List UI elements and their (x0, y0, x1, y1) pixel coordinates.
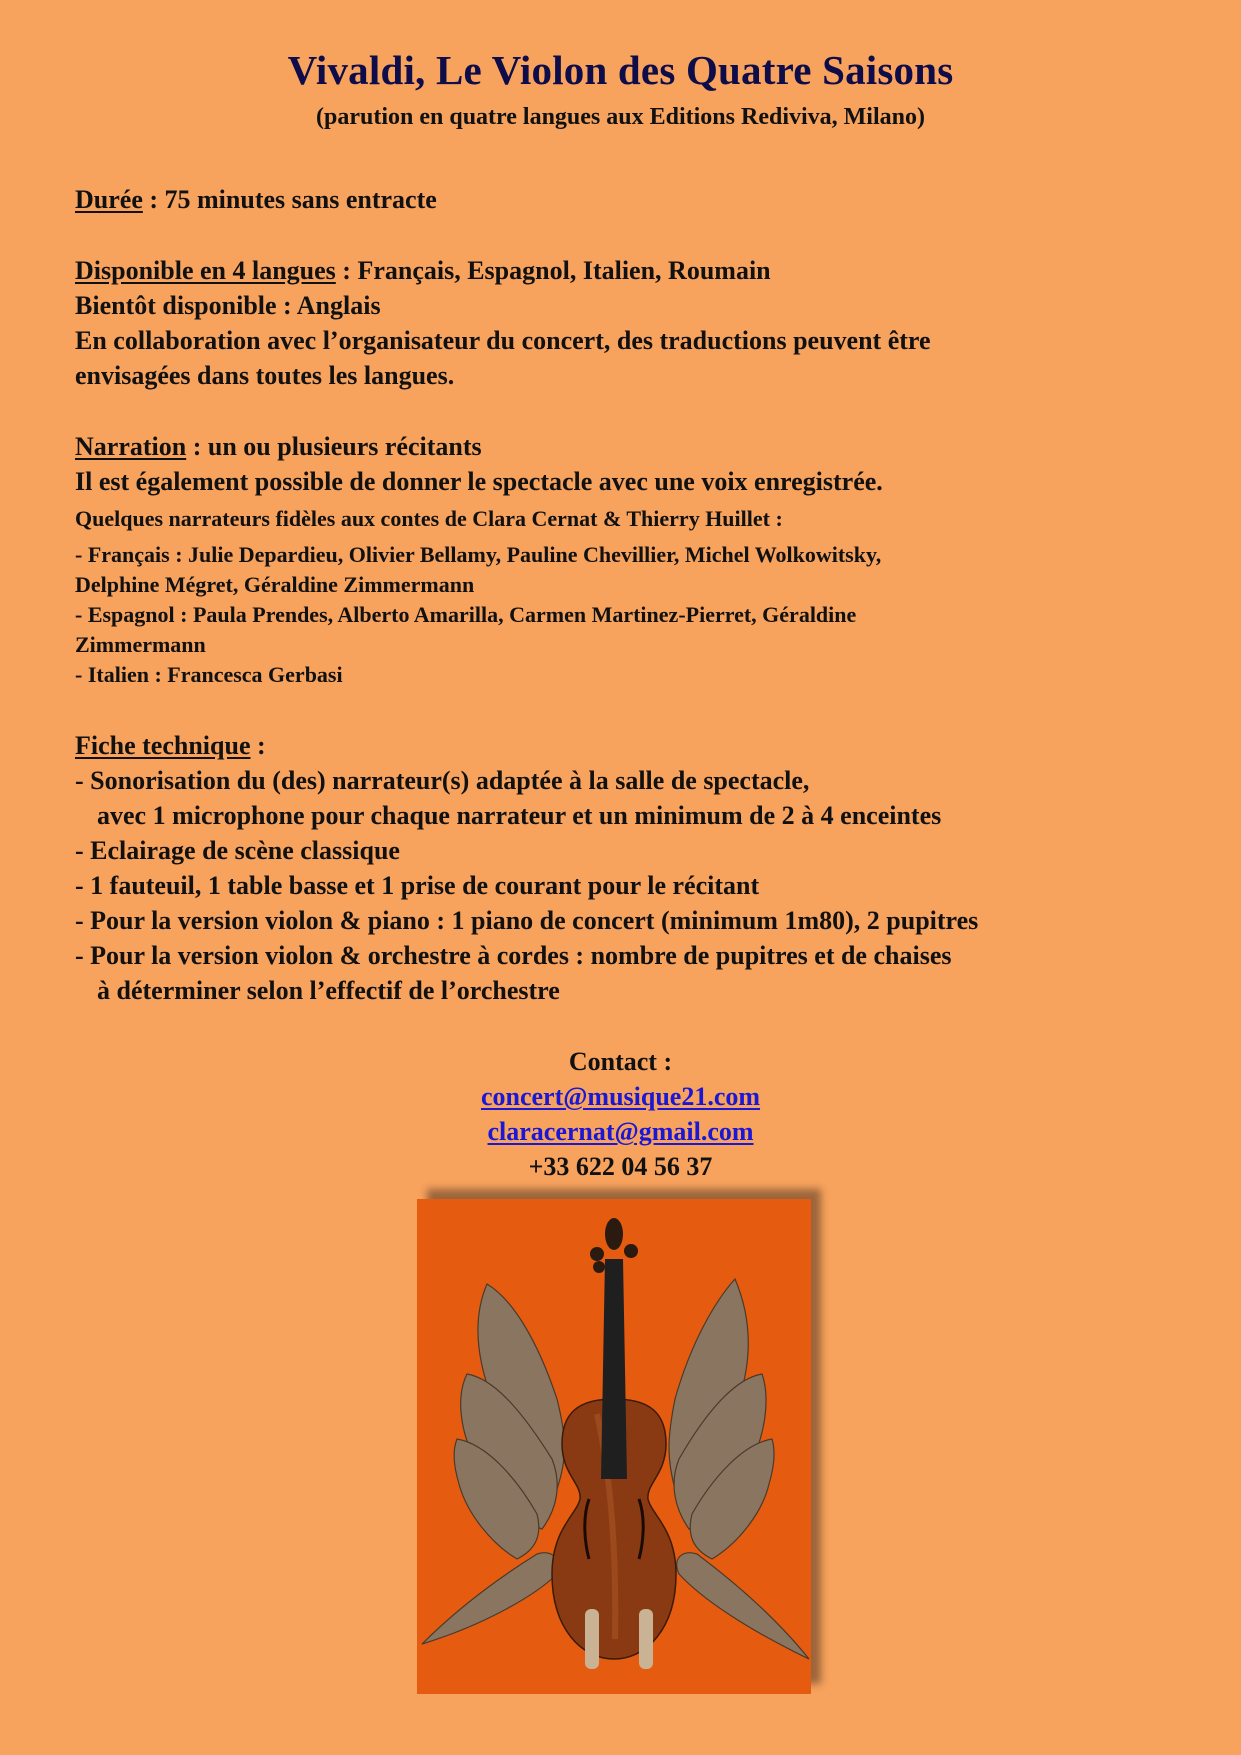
fiche-item-5: - Pour la version violon & orchestre à cordes : nombre de pupitres et de chaises (75, 941, 952, 970)
violin-photo (417, 1199, 811, 1694)
langues-line-3: envisagées dans toutes les langues. (75, 361, 455, 390)
page-title: Vivaldi, Le Violon des Quatre Saisons (287, 47, 954, 93)
fiche-suffix: : (250, 731, 266, 760)
narrators-intro: Quelques narrateurs fidèles aux contes de Clara Cernat & Thierry Huillet : (75, 506, 783, 531)
fiche-item-1-cont: avec 1 microphone pour chaque narrateur et un minimum de 2 à 4 enceintes (97, 801, 942, 830)
langues-line-2: En collaboration avec l’organisateur du concert, des traductions peuvent être (75, 326, 931, 355)
fiche-label: Fiche technique (75, 731, 251, 760)
narrators-line-1: - Français : Julie Depardieu, Olivier Bellamy, Pauline Chevillier, Michel Wolkowitsky, (75, 542, 882, 567)
fiche-item-3: - 1 fauteuil, 1 table basse et 1 prise de courant pour le récitant (75, 871, 760, 900)
langues-label: Disponible en 4 langues (75, 256, 336, 285)
langues-line (75, 253, 771, 288)
narrators-line-5: - Italien : Francesca Gerbasi (75, 662, 343, 687)
contact-phone: +33 622 04 56 37 (528, 1152, 713, 1181)
contact-email-1-row (0, 1079, 1241, 1114)
contact-email-2-row (0, 1114, 1241, 1149)
violin-illustration (417, 1199, 811, 1694)
left-wing (422, 1284, 565, 1644)
narration-line-1: Il est également possible de donner le spectacle avec une voix enregistrée. (75, 467, 883, 496)
contact-email-2[interactable]: claracernat@gmail.com (487, 1117, 754, 1146)
fiche-item-5-cont: à déterminer selon l’effectif de l’orchestre (97, 976, 560, 1005)
duree-line (75, 182, 437, 217)
langues-line-1: Bientôt disponible : Anglais (75, 291, 381, 320)
narrators-line-2: Delphine Mégret, Géraldine Zimmermann (75, 572, 475, 597)
narration-label: Narration (75, 432, 187, 461)
right-wing (669, 1279, 809, 1659)
fiche-item-2: - Eclairage de scène classique (75, 836, 400, 865)
fiche-item-4: - Pour la version violon & piano : 1 piano de concert (minimum 1m80), 2 pupitres (75, 906, 979, 935)
langues-value: : Français, Espagnol, Italien, Roumain (335, 256, 771, 285)
narration-value: : un ou plusieurs récitants (186, 432, 482, 461)
fiche-item-1: - Sonorisation du (des) narrateur(s) adaptée à la salle de spectacle, (75, 766, 810, 795)
fiche-line (75, 728, 266, 763)
duree-label: Durée (75, 185, 143, 214)
contact-email-1[interactable]: concert@musique21.com (480, 1082, 761, 1111)
narrators-line-4: Zimmermann (75, 632, 206, 657)
narrators-line-3: - Espagnol : Paula Prendes, Alberto Amarilla, Carmen Martinez-Pierret, Géraldine (75, 602, 857, 627)
narration-line (75, 429, 482, 464)
contact-label: Contact : (568, 1047, 673, 1076)
duree-value: : 75 minutes sans entracte (142, 185, 437, 214)
page-subtitle: (parution en quatre langues aux Editions Rediviva, Milano) (316, 104, 925, 130)
violin-fingerboard (601, 1259, 627, 1479)
